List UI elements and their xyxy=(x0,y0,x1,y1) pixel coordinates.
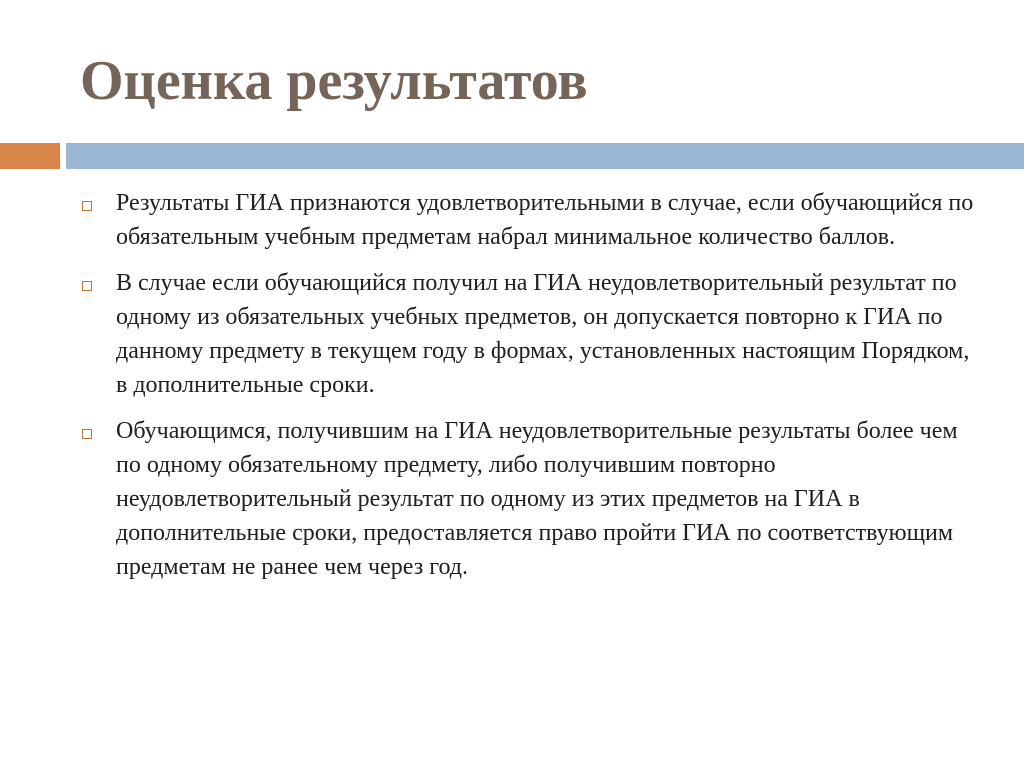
square-bullet-icon xyxy=(82,281,92,291)
bullet-text: В случае если обучающийся получил на ГИА неудовлетворительный результат по одному из обязательных учебных предметов, он допускается повторно к ГИА по данному предмету в текущем году в формах, установленных настоящим Порядком, в дополнительные сроки. xyxy=(116,270,970,398)
bullet-item xyxy=(80,414,980,584)
bullet-text: Результаты ГИА признаются удовлетворительными в случае, если обучающийся по обязательным учебным предметам набрал минимальное количество баллов. xyxy=(116,190,974,250)
title-accent-bar xyxy=(0,143,60,169)
title-divider-bar xyxy=(66,143,1024,169)
bullet-item xyxy=(80,186,980,254)
slide-title: Оценка результатов xyxy=(80,50,588,112)
bullet-list xyxy=(80,186,980,596)
bullet-text: Обучающимся, получившим на ГИА неудовлетворительные результаты более чем по одному обязательному предмету, либо получившим повторно неудовлетворительный результат по одному из этих предметов на ГИА в дополнительные сроки, предоставляется право пройти ГИА по соответствующим предметам не ранее чем через год. xyxy=(116,418,958,580)
square-bullet-icon xyxy=(82,429,92,439)
bullet-item xyxy=(80,266,980,402)
square-bullet-icon xyxy=(82,201,92,211)
